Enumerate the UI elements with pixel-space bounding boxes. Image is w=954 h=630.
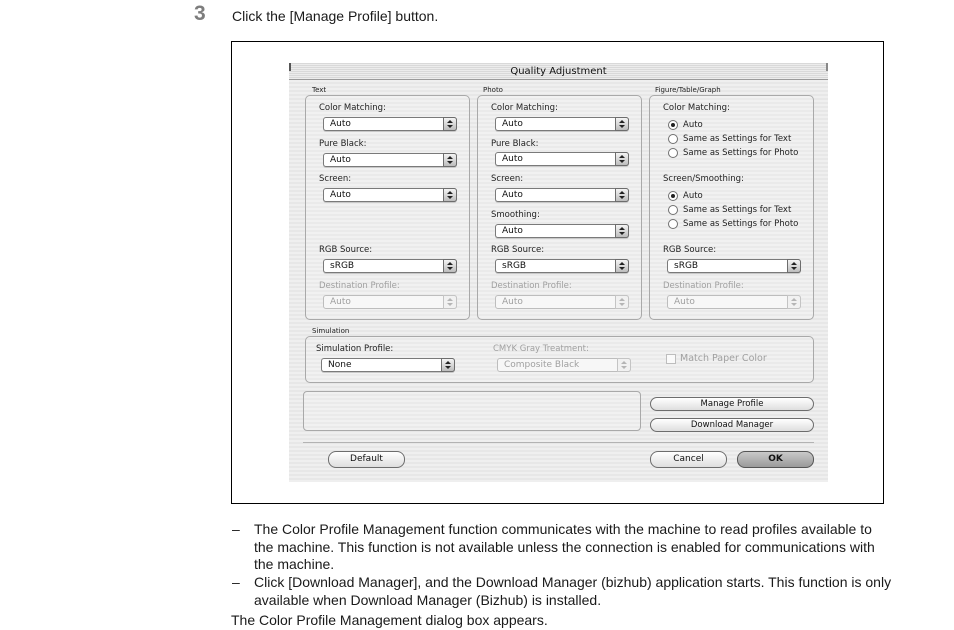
note-paragraph: The Color Profile Management function communicates with the machine to read profiles available to the machine. This function is not available unless the connection is enabled for communications with the machine. (254, 521, 875, 572)
cmyk-gray-treatment-select[interactable] (497, 358, 631, 372)
text-rgb-source-label: RGB Source: (319, 245, 373, 255)
text-color-matching-label: Color Matching: (319, 103, 386, 113)
photo-pure-black-value: Auto (502, 154, 523, 164)
text-rgb-source-value: sRGB (330, 261, 355, 271)
popup-arrows-icon (443, 153, 457, 167)
figure-destination-profile-label: Destination Profile: (663, 281, 744, 291)
step-number: 3 (194, 2, 206, 25)
match-paper-color-label: Match Paper Color (680, 353, 767, 364)
text-color-matching-value: Auto (330, 119, 351, 129)
photo-rgb-source-select[interactable] (495, 259, 629, 273)
text-pure-black-select[interactable] (323, 153, 457, 167)
popup-arrows-icon (615, 188, 629, 202)
text-group-title: Text (312, 86, 327, 94)
simulation-profile-value: None (328, 360, 352, 370)
quality-adjustment-dialog (289, 63, 828, 482)
text-pure-black-value: Auto (330, 155, 351, 165)
simulation-profile-select[interactable] (321, 358, 455, 372)
photo-color-matching-value: Auto (502, 119, 523, 129)
text-screen-value: Auto (330, 190, 351, 200)
popup-arrows-icon (787, 259, 801, 273)
popup-arrows-icon (615, 117, 629, 131)
text-color-matching-select[interactable] (323, 117, 457, 131)
photo-rgb-source-value: sRGB (502, 261, 527, 271)
text-destination-profile-label: Destination Profile: (319, 281, 400, 291)
figure-color-matching-option-label: Same as Settings for Text (683, 134, 792, 144)
popup-arrows-icon (787, 295, 801, 309)
figure-screen-smoothing-option-label: Same as Settings for Text (683, 205, 792, 215)
popup-arrows-icon (615, 224, 629, 238)
figure-rgb-source-label: RGB Source: (663, 245, 717, 255)
popup-arrows-icon (615, 259, 629, 273)
text-rgb-source-select[interactable] (323, 259, 457, 273)
text-screen-select[interactable] (323, 188, 457, 202)
figure-color-matching-option-label: Same as Settings for Photo (683, 148, 799, 158)
popup-arrows-icon (615, 152, 629, 166)
photo-rgb-source-label: RGB Source: (491, 245, 545, 255)
cancel-button[interactable]: Cancel (650, 451, 727, 468)
ok-button[interactable]: OK (737, 451, 814, 468)
footer-text: The Color Profile Management dialog box appears. (231, 612, 548, 628)
match-paper-color-checkbox[interactable] (666, 354, 676, 364)
figure-screen-smoothing-radio-auto[interactable] (668, 191, 678, 201)
photo-color-matching-label: Color Matching: (491, 103, 558, 113)
cmyk-gray-treatment-value: Composite Black (504, 360, 580, 370)
figure-screen-smoothing-label: Screen/Smoothing: (663, 174, 744, 184)
figure-screen-smoothing-radio-text[interactable] (668, 205, 678, 215)
photo-pure-black-label: Pure Black: (491, 139, 539, 149)
manage-profile-button[interactable]: Manage Profile (650, 397, 814, 411)
figure-screen-smoothing-radio-photo[interactable] (668, 219, 678, 229)
photo-screen-select[interactable] (495, 188, 629, 202)
popup-arrows-icon (617, 358, 631, 372)
photo-smoothing-label: Smoothing: (491, 210, 540, 220)
dialog-titlebar[interactable]: Quality Adjustment (289, 63, 828, 80)
figure-color-matching-option-label: Auto (683, 120, 703, 130)
photo-pure-black-select[interactable] (495, 152, 629, 166)
figure-color-matching-radio-photo[interactable] (668, 148, 678, 158)
popup-arrows-icon (443, 295, 457, 309)
figure-screen-smoothing-option-label: Auto (683, 191, 703, 201)
simulation-profile-label: Simulation Profile: (316, 344, 394, 354)
popup-arrows-icon (441, 358, 455, 372)
popup-arrows-icon (443, 117, 457, 131)
text-destination-profile-value: Auto (330, 297, 351, 307)
photo-smoothing-select[interactable] (495, 224, 629, 238)
figure-group-title: Figure/Table/Graph (655, 86, 721, 94)
photo-destination-profile-select[interactable] (495, 295, 629, 309)
photo-screen-value: Auto (502, 190, 523, 200)
simulation-group-title: Simulation (312, 327, 350, 335)
photo-smoothing-value: Auto (502, 226, 523, 236)
download-manager-button[interactable]: Download Manager (650, 418, 814, 432)
popup-arrows-icon (615, 295, 629, 309)
photo-color-matching-select[interactable] (495, 117, 629, 131)
figure-rgb-source-value: sRGB (674, 261, 699, 271)
text-screen-label: Screen: (319, 174, 352, 184)
figure-color-matching-radio-text[interactable] (668, 134, 678, 144)
text-destination-profile-select[interactable] (323, 295, 457, 309)
photo-destination-profile-value: Auto (502, 297, 523, 307)
photo-destination-profile-label: Destination Profile: (491, 281, 572, 291)
note-dash: – (232, 574, 240, 590)
note-paragraph: Click [Download Manager], and the Download Manager (bizhub) application starts. This function is only available when Download Manager (Bizhub) is installed. (254, 574, 892, 608)
info-area (303, 391, 641, 431)
figure-destination-profile-value: Auto (674, 297, 695, 307)
default-button[interactable]: Default (328, 451, 405, 468)
titlebar-edge-left (289, 63, 291, 71)
photo-screen-label: Screen: (491, 174, 524, 184)
figure-destination-profile-select[interactable] (667, 295, 801, 309)
cmyk-gray-treatment-label: CMYK Gray Treatment: (493, 344, 589, 354)
step-instruction: Click the [Manage Profile] button. (232, 8, 439, 24)
titlebar-edge-right (826, 63, 828, 71)
figure-rgb-source-select[interactable] (667, 259, 801, 273)
figure-color-matching-radio-auto[interactable] (668, 120, 678, 130)
photo-group (477, 95, 642, 320)
popup-arrows-icon (443, 188, 457, 202)
popup-arrows-icon (443, 259, 457, 273)
figure-group (649, 95, 814, 320)
figure-screen-smoothing-option-label: Same as Settings for Photo (683, 219, 799, 229)
dialog-separator (303, 442, 814, 443)
text-group (305, 95, 470, 320)
figure-color-matching-label: Color Matching: (663, 103, 730, 113)
text-pure-black-label: Pure Black: (319, 139, 367, 149)
photo-group-title: Photo (483, 86, 503, 94)
simulation-group (305, 336, 814, 383)
note-dash: – (232, 521, 240, 537)
